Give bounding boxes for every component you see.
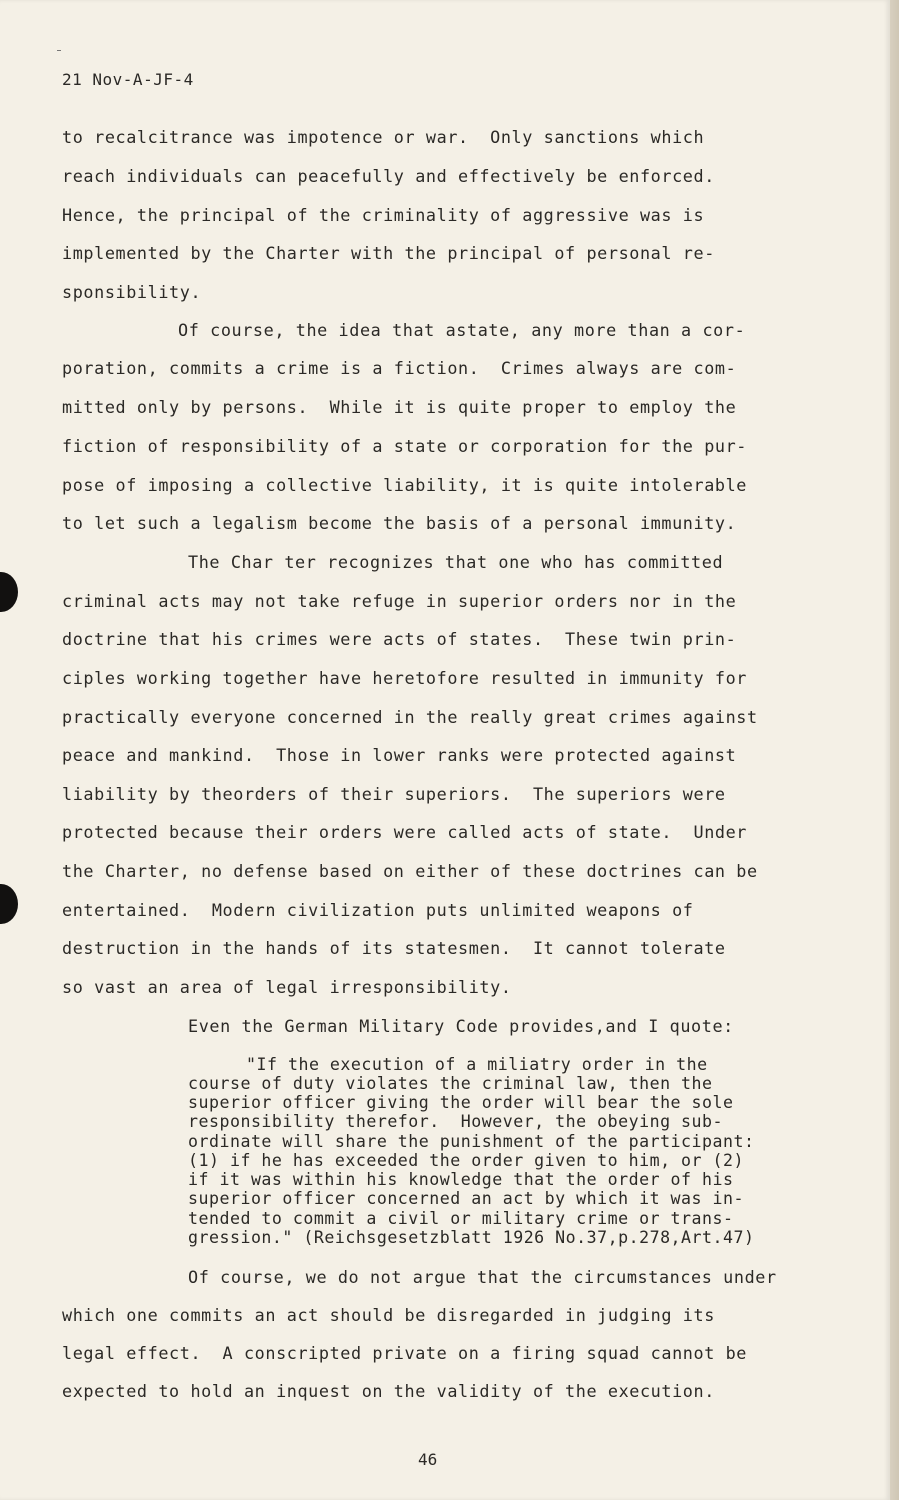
text-line: liability by theorders of their superiors. The superiors were bbox=[62, 784, 726, 804]
text-line: Of course, we do not argue that the circumstances under bbox=[188, 1267, 777, 1287]
quote-line: gression." (Reichsgesetzblatt 1926 No.37,p.278,Art.47) bbox=[188, 1228, 755, 1247]
page-number: 46 bbox=[418, 1450, 438, 1469]
page-edge bbox=[890, 0, 899, 1500]
page-header: 21 Nov-A-JF-4 bbox=[62, 70, 194, 89]
quote-line: tended to commit a civil or military crime or trans- bbox=[188, 1209, 734, 1228]
text-line: to let such a legalism become the basis of a personal immunity. bbox=[62, 513, 737, 533]
quote-line: if it was within his knowledge that the order of his bbox=[188, 1170, 734, 1189]
text-line: entertained. Modern civilization puts unlimited weapons of bbox=[62, 900, 694, 920]
quote-line: superior officer concerned an act by which it was in- bbox=[188, 1189, 744, 1208]
text-line: peace and mankind. Those in lower ranks were protected against bbox=[62, 745, 737, 765]
text-line: the Charter, no defense based on either of these doctrines can be bbox=[62, 861, 758, 881]
text-line: ciples working together have heretofore resulted in immunity for bbox=[62, 668, 748, 688]
text-line: Hence, the principal of the criminality of aggressive was is bbox=[62, 205, 705, 225]
text-line: protected because their orders were called acts of state. Under bbox=[62, 822, 748, 842]
text-line: poration, commits a crime is a fiction. Crimes always are com- bbox=[62, 358, 737, 378]
text-line: so vast an area of legal irresponsibility. bbox=[62, 977, 512, 997]
quote-line: "If the execution of a miliatry order in the bbox=[246, 1055, 708, 1074]
text-line: expected to hold an inquest on the validity of the execution. bbox=[62, 1381, 715, 1401]
margin-mark bbox=[57, 50, 61, 51]
text-line: practically everyone concerned in the really great crimes against bbox=[62, 707, 758, 727]
text-line: fiction of responsibility of a state or corporation for the pur- bbox=[62, 436, 748, 456]
quote-line: responsibility therefor. However, the obeying sub- bbox=[188, 1112, 724, 1131]
text-line: The Char ter recognizes that one who has committed bbox=[188, 552, 724, 572]
text-line: sponsibility. bbox=[62, 282, 202, 302]
quote-line: superior officer giving the order will bear the sole bbox=[188, 1093, 734, 1112]
text-line: doctrine that his crimes were acts of states. These twin prin- bbox=[62, 629, 737, 649]
quote-line: course of duty violates the criminal law, then the bbox=[188, 1074, 713, 1093]
quote-line: (1) if he has exceeded the order given to him, or (2) bbox=[188, 1151, 744, 1170]
text-line: destruction in the hands of its statesmen. It cannot tolerate bbox=[62, 938, 726, 958]
text-line: pose of imposing a collective liability, it is quite intolerable bbox=[62, 475, 748, 495]
text-line: reach individuals can peacefully and effectively be enforced. bbox=[62, 166, 715, 186]
text-line: to recalcitrance was impotence or war. Only sanctions which bbox=[62, 127, 705, 147]
text-line: Of course, the idea that astate, any more than a cor- bbox=[178, 320, 746, 340]
text-line: implemented by the Charter with the principal of personal re- bbox=[62, 243, 715, 263]
text-line: mitted only by persons. While it is quite proper to employ the bbox=[62, 397, 737, 417]
text-line: criminal acts may not take refuge in superior orders nor in the bbox=[62, 591, 737, 611]
text-line: which one commits an act should be disregarded in judging its bbox=[62, 1305, 715, 1325]
quote-line: ordinate will share the punishment of the participant: bbox=[188, 1132, 755, 1151]
text-line: Even the German Military Code provides,and I quote: bbox=[188, 1016, 734, 1036]
text-line: legal effect. A conscripted private on a firing squad cannot be bbox=[62, 1343, 748, 1363]
